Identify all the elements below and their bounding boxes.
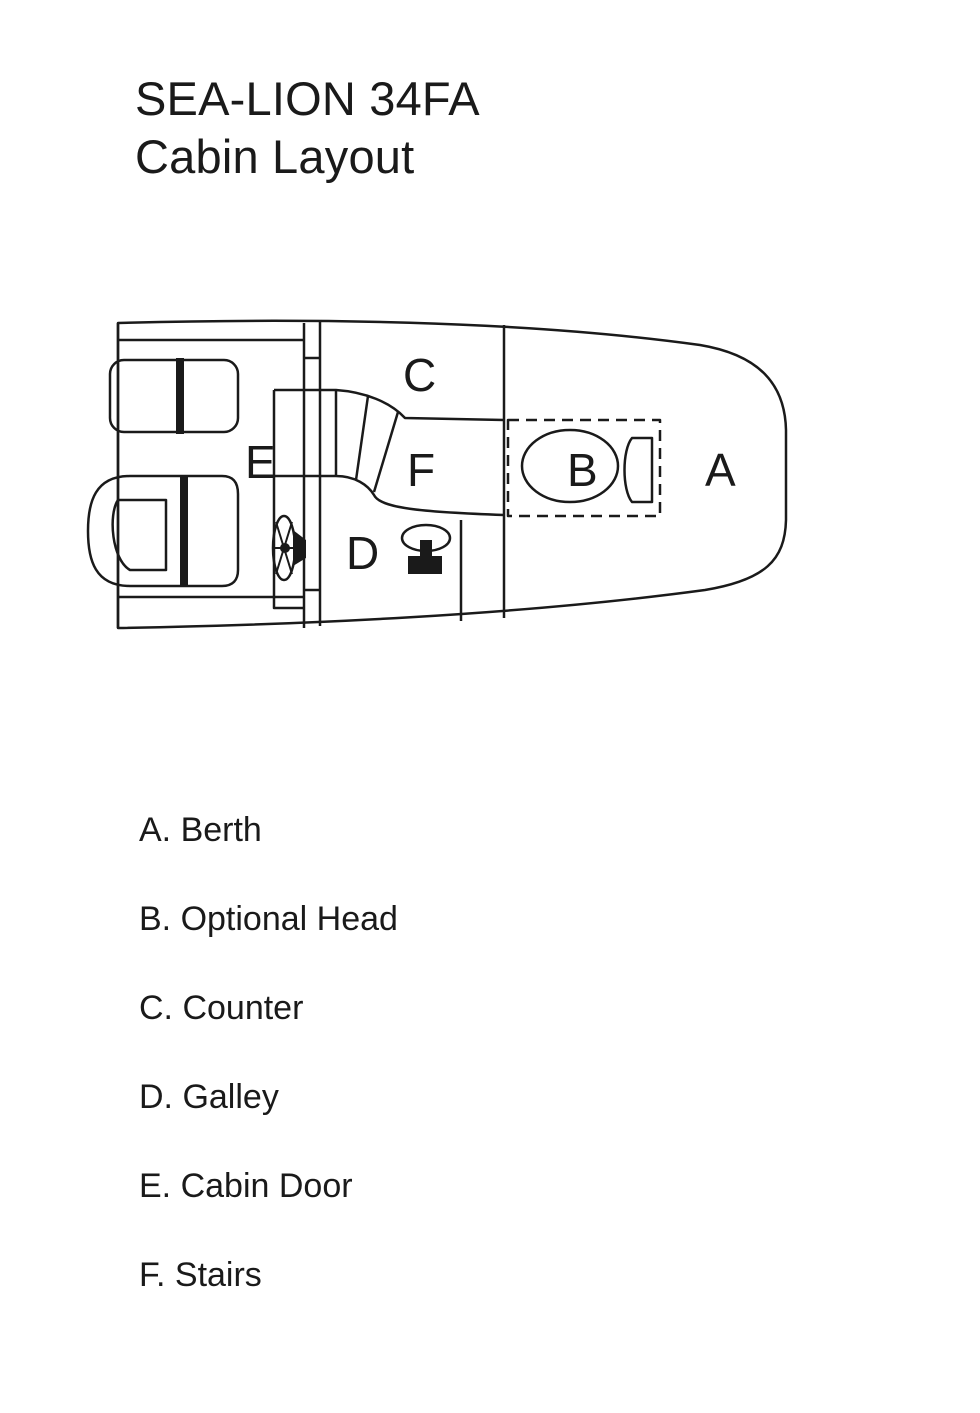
lower-seat-divider (180, 476, 188, 586)
legend-item-galley: D. Galley (139, 1078, 279, 1116)
upper-seat-divider (176, 358, 184, 434)
lower-seat-back (113, 500, 166, 570)
galley-tap-stem (420, 540, 432, 558)
cabin-layout-diagram (0, 0, 980, 700)
toilet-tank (625, 438, 653, 502)
stairs-outline (304, 390, 504, 515)
label-d: D (346, 527, 380, 579)
layout-subtitle: Cabin Layout (135, 130, 415, 183)
label-a: A (705, 444, 736, 496)
label-c: C (403, 349, 437, 401)
label-b: B (567, 444, 598, 496)
boat-model-title: SEA-LION 34FA (135, 72, 480, 125)
legend-item-berth: A. Berth (139, 811, 262, 849)
galley-tap-base (408, 556, 442, 574)
legend-item-optional-head: B. Optional Head (139, 900, 398, 938)
label-e: E (245, 436, 276, 488)
hull-outline (118, 321, 786, 628)
legend-item-cabin-door: E. Cabin Door (139, 1167, 353, 1205)
legend-item-counter: C. Counter (139, 989, 304, 1027)
upper-seat (110, 360, 238, 432)
legend (139, 810, 398, 1344)
stair-step-3 (374, 412, 398, 492)
stair-step-2 (356, 396, 368, 480)
legend-item-stairs: F. Stairs (139, 1256, 262, 1294)
label-f: F (407, 444, 436, 496)
